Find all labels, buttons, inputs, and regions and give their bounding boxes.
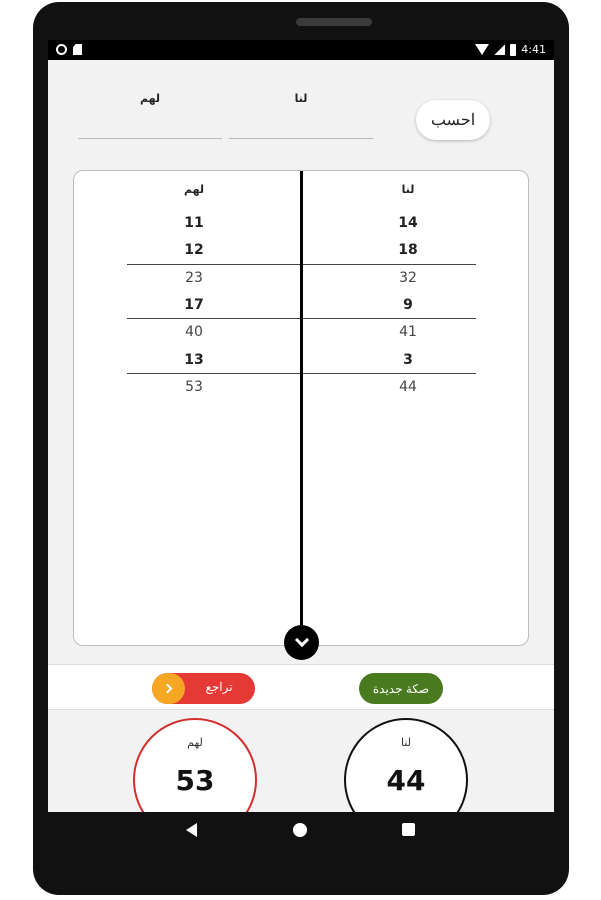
us-total-circle [344, 718, 468, 812]
us-score-cell: 18 [398, 242, 418, 259]
home-icon[interactable] [293, 823, 307, 837]
them-score-cell: 17 [184, 296, 204, 313]
us-score-cell: 3 [403, 351, 413, 368]
status-time: 4:41 [521, 43, 546, 56]
us-input-underline [229, 138, 373, 139]
them-score-cell: 13 [184, 351, 204, 368]
them-score-cell: 11 [184, 215, 204, 231]
navigation-bar [48, 812, 554, 848]
speaker-grille [296, 18, 372, 26]
scroll-down-button[interactable] [284, 625, 319, 660]
them-score-cell: 40 [185, 324, 203, 341]
them-score-cell: 23 [185, 269, 203, 286]
battery-icon [510, 44, 516, 56]
sd-card-icon [73, 44, 82, 55]
us-score-cell: 32 [399, 269, 417, 286]
notification-icon [56, 44, 67, 55]
us-score-cell: 9 [403, 296, 413, 313]
us-input-label: لنا [294, 92, 308, 105]
calculate-button[interactable]: احسب [416, 100, 490, 140]
new-game-button[interactable]: صكة جديدة [359, 673, 443, 704]
undo-tip [152, 673, 185, 704]
back-icon[interactable] [186, 823, 197, 837]
them-total-score: 53 [175, 764, 215, 797]
us-score-cell: 41 [399, 324, 417, 341]
app-screen [48, 40, 554, 812]
us-total-score: 44 [386, 764, 426, 797]
undo-label: تراجع [205, 680, 233, 694]
action-bar [48, 664, 554, 710]
us-score-cell: 14 [398, 215, 418, 231]
them-score-cell: 12 [184, 242, 204, 259]
signal-icon [494, 44, 505, 55]
them-input-underline [78, 138, 222, 139]
them-total-circle [133, 718, 257, 812]
wifi-icon [475, 44, 489, 55]
column-divider [300, 171, 303, 626]
them-column-header: لهم [183, 183, 205, 196]
undo-button[interactable] [152, 673, 255, 704]
them-total-label: لهم [187, 736, 203, 749]
us-total-label: لنا [400, 736, 412, 749]
us-column-header: لنا [401, 183, 415, 196]
chevron-left-icon [162, 684, 172, 694]
them-score-input[interactable] [78, 92, 222, 139]
them-input-label: لهم [139, 92, 161, 105]
us-score-cell: 44 [399, 378, 417, 395]
status-bar [48, 40, 554, 60]
score-history-card [73, 170, 529, 646]
chevron-down-icon [294, 633, 308, 647]
us-score-input[interactable] [229, 92, 373, 139]
them-score-cell: 53 [185, 378, 203, 395]
recent-apps-icon[interactable] [402, 823, 415, 836]
